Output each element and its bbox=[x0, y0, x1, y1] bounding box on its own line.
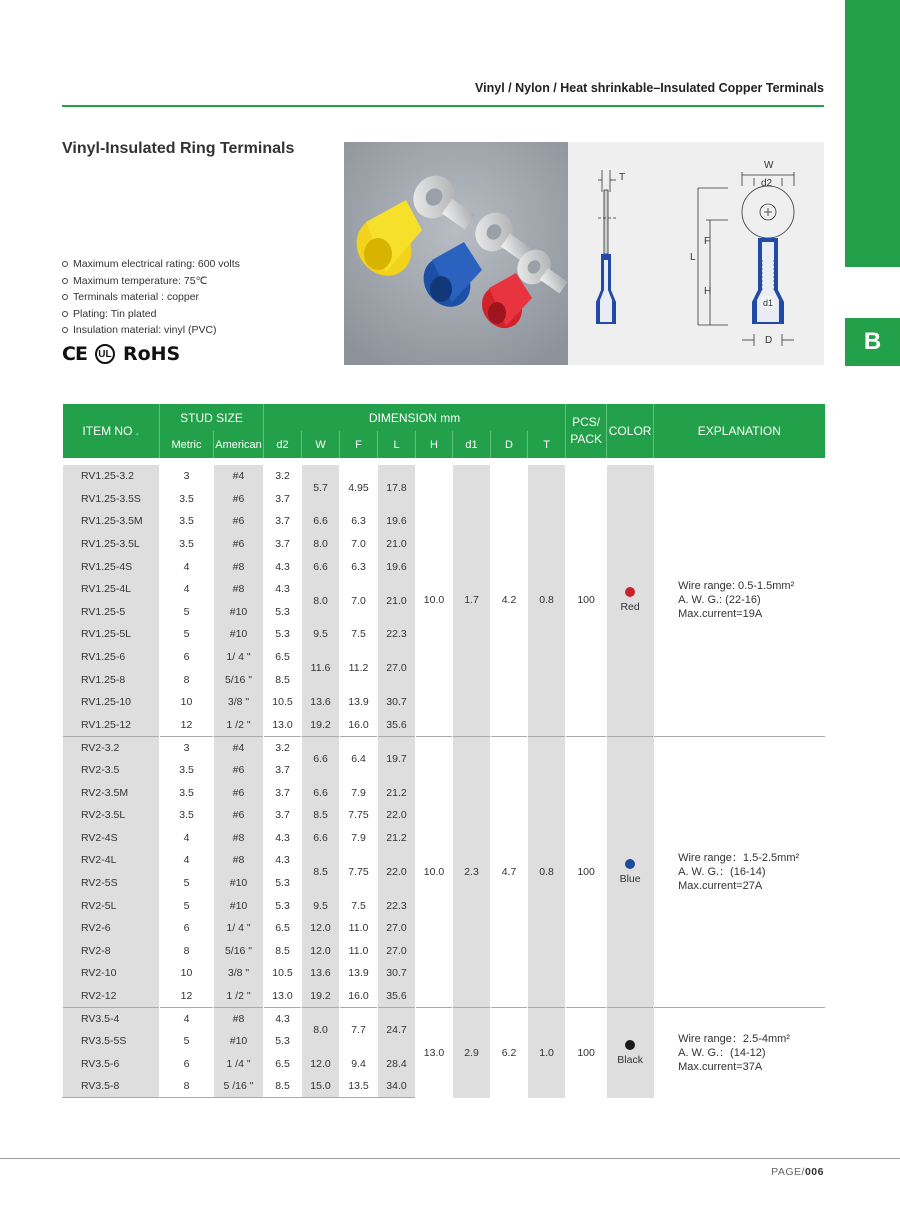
color-dot-icon bbox=[625, 1040, 635, 1050]
cell-item-no: RV1.25-12 bbox=[63, 714, 160, 737]
bullet-icon bbox=[62, 261, 68, 267]
col-metric: Metric bbox=[160, 431, 214, 458]
dim-label-d1: d1 bbox=[763, 298, 774, 308]
cell-w: 6.6 bbox=[302, 736, 340, 781]
cell-d2: 8.5 bbox=[264, 1075, 302, 1098]
cell-american: #4 bbox=[214, 736, 264, 759]
cell-metric: 12 bbox=[160, 714, 214, 737]
cell-american: #6 bbox=[214, 781, 264, 804]
cell-d2: 3.7 bbox=[264, 510, 302, 533]
cell-metric: 6 bbox=[160, 1052, 214, 1075]
cell-w: 9.5 bbox=[302, 623, 340, 646]
cell-l: 22.0 bbox=[378, 804, 416, 827]
cell-f: 7.5 bbox=[340, 894, 378, 917]
cell-item-no: RV2-8 bbox=[63, 939, 160, 962]
col-t: T bbox=[528, 431, 566, 458]
explanation-line: Max.current=27A bbox=[678, 879, 763, 892]
dim-label-f: F bbox=[704, 236, 711, 247]
col-dimension: DIMENSION mm bbox=[264, 404, 566, 431]
cell-metric: 3.5 bbox=[160, 781, 214, 804]
cell-l: 22.0 bbox=[378, 849, 416, 894]
cell-american: 3/8 " bbox=[214, 691, 264, 714]
feature-item: Maximum electrical rating: 600 volts bbox=[62, 256, 240, 273]
cell-d2: 8.5 bbox=[264, 668, 302, 691]
cell-w: 12.0 bbox=[302, 917, 340, 940]
technical-drawing bbox=[568, 142, 824, 365]
cell-metric: 3.5 bbox=[160, 510, 214, 533]
cell-american: #10 bbox=[214, 1030, 264, 1053]
col-d: D bbox=[491, 431, 528, 458]
cell-d2: 3.7 bbox=[264, 488, 302, 511]
cell-d2: 4.3 bbox=[264, 827, 302, 850]
cell-american: #10 bbox=[214, 872, 264, 895]
cell-metric: 5 bbox=[160, 872, 214, 895]
cell-metric: 3 bbox=[160, 465, 214, 488]
cell-d1: 2.3 bbox=[453, 736, 491, 1007]
explanation-line: A. W. G.：(16-14) bbox=[678, 865, 766, 878]
cell-d2: 3.7 bbox=[264, 781, 302, 804]
cell-f: 11.2 bbox=[340, 646, 378, 691]
cell-f: 9.4 bbox=[340, 1052, 378, 1075]
cell-w: 8.5 bbox=[302, 804, 340, 827]
cell-american: #6 bbox=[214, 488, 264, 511]
ul-mark-icon: UL bbox=[95, 344, 115, 364]
cell-american: #8 bbox=[214, 578, 264, 601]
color-label: Black bbox=[617, 1053, 643, 1066]
catalog-header-title: Vinyl / Nylon / Heat shrinkable–Insulated Copper Terminals bbox=[475, 81, 824, 95]
cell-d1: 1.7 bbox=[453, 465, 491, 736]
page-number: PAGE/006 bbox=[771, 1166, 824, 1178]
footer-divider bbox=[0, 1158, 900, 1159]
cell-item-no: RV2-10 bbox=[63, 962, 160, 985]
cell-d2: 13.0 bbox=[264, 985, 302, 1008]
section-tab[interactable]: B bbox=[845, 318, 900, 366]
cell-w: 8.0 bbox=[302, 1007, 340, 1052]
cell-w: 13.6 bbox=[302, 962, 340, 985]
col-color: COLOR bbox=[607, 404, 654, 458]
cell-american: #6 bbox=[214, 759, 264, 782]
cell-d2: 4.3 bbox=[264, 849, 302, 872]
cell-item-no: RV1.25-10 bbox=[63, 691, 160, 714]
cell-metric: 4 bbox=[160, 849, 214, 872]
cell-f: 13.9 bbox=[340, 962, 378, 985]
cell-w: 11.6 bbox=[302, 646, 340, 691]
cell-f: 16.0 bbox=[340, 985, 378, 1008]
cell-h: 10.0 bbox=[416, 736, 453, 1007]
cell-metric: 4 bbox=[160, 555, 214, 578]
col-d2: d2 bbox=[264, 431, 302, 458]
cell-f: 7.75 bbox=[340, 849, 378, 894]
cell-t: 1.0 bbox=[528, 1007, 566, 1097]
cell-american: 1 /2 " bbox=[214, 985, 264, 1008]
cell-w: 8.0 bbox=[302, 533, 340, 556]
cell-item-no: RV2-3.2 bbox=[63, 736, 160, 759]
cell-color bbox=[607, 465, 654, 736]
cell-l: 22.3 bbox=[378, 623, 416, 646]
cell-d2: 5.3 bbox=[264, 1030, 302, 1053]
cell-w: 19.2 bbox=[302, 985, 340, 1008]
cell-f: 7.0 bbox=[340, 578, 378, 623]
col-item-no: ITEM NO . bbox=[63, 404, 160, 458]
cell-l: 28.4 bbox=[378, 1052, 416, 1075]
cell-l: 22.3 bbox=[378, 894, 416, 917]
certification-marks bbox=[62, 343, 180, 365]
cell-american: 1 /2 " bbox=[214, 714, 264, 737]
cell-metric: 4 bbox=[160, 827, 214, 850]
cell-f: 7.5 bbox=[340, 623, 378, 646]
cell-metric: 10 bbox=[160, 691, 214, 714]
cell-l: 21.0 bbox=[378, 533, 416, 556]
cell-color bbox=[607, 1007, 654, 1097]
cell-l: 19.6 bbox=[378, 555, 416, 578]
cell-l: 21.2 bbox=[378, 827, 416, 850]
cell-metric: 12 bbox=[160, 985, 214, 1008]
cell-item-no: RV2-3.5 bbox=[63, 759, 160, 782]
cell-metric: 3.5 bbox=[160, 759, 214, 782]
dim-label-d2: d2 bbox=[761, 178, 773, 189]
cell-d2: 5.3 bbox=[264, 601, 302, 624]
cell-metric: 3.5 bbox=[160, 488, 214, 511]
col-d1: d1 bbox=[453, 431, 491, 458]
cell-l: 27.0 bbox=[378, 939, 416, 962]
cell-color bbox=[607, 736, 654, 1007]
bullet-icon bbox=[62, 294, 68, 300]
col-w: W bbox=[302, 431, 340, 458]
cell-american: #8 bbox=[214, 1007, 264, 1030]
cell-w: 19.2 bbox=[302, 714, 340, 737]
feature-list bbox=[62, 256, 240, 339]
feature-item: Plating: Tin plated bbox=[62, 306, 240, 323]
cell-d2: 4.3 bbox=[264, 555, 302, 578]
cell-item-no: RV1.25-8 bbox=[63, 668, 160, 691]
cell-w: 8.5 bbox=[302, 849, 340, 894]
cell-l: 27.0 bbox=[378, 917, 416, 940]
cell-american: #8 bbox=[214, 849, 264, 872]
cell-pcs: 100 bbox=[566, 1007, 607, 1097]
cell-l: 24.7 bbox=[378, 1007, 416, 1052]
cell-explanation bbox=[654, 465, 825, 736]
rohs-mark-icon: RoHS bbox=[122, 343, 181, 365]
cell-l: 34.0 bbox=[378, 1075, 416, 1098]
feature-item: Maximum temperature: 75℃ bbox=[62, 273, 240, 290]
dim-label-h: H bbox=[704, 286, 712, 297]
cell-l: 30.7 bbox=[378, 962, 416, 985]
cell-metric: 6 bbox=[160, 646, 214, 669]
cell-american: #10 bbox=[214, 601, 264, 624]
cell-american: #10 bbox=[214, 894, 264, 917]
bullet-icon bbox=[62, 278, 68, 284]
cell-d2: 3.2 bbox=[264, 465, 302, 488]
col-l: L bbox=[378, 431, 416, 458]
cell-f: 7.9 bbox=[340, 781, 378, 804]
cell-item-no: RV1.25-5 bbox=[63, 601, 160, 624]
product-photo bbox=[344, 142, 568, 365]
cell-item-no: RV2-6 bbox=[63, 917, 160, 940]
cell-american: #6 bbox=[214, 533, 264, 556]
cell-d2: 3.7 bbox=[264, 804, 302, 827]
spec-table-body bbox=[63, 465, 825, 1098]
table-row bbox=[63, 465, 825, 488]
color-dot-icon bbox=[625, 587, 635, 597]
cell-d2: 5.3 bbox=[264, 894, 302, 917]
cell-l: 21.0 bbox=[378, 578, 416, 623]
col-explanation: EXPLANATION bbox=[654, 404, 825, 458]
cell-d2: 3.2 bbox=[264, 736, 302, 759]
cell-item-no: RV3.5-8 bbox=[63, 1075, 160, 1098]
cell-d2: 6.5 bbox=[264, 646, 302, 669]
cell-metric: 3.5 bbox=[160, 804, 214, 827]
explanation-line: A. W. G.：(14-12) bbox=[678, 1046, 766, 1059]
header-divider bbox=[62, 105, 824, 107]
cell-american: 5/16 " bbox=[214, 668, 264, 691]
cell-metric: 3.5 bbox=[160, 533, 214, 556]
bullet-icon bbox=[62, 311, 68, 317]
cell-american: 1/ 4 " bbox=[214, 646, 264, 669]
cell-d2: 5.3 bbox=[264, 623, 302, 646]
col-pcs-pack: PCS/ PACK bbox=[566, 404, 607, 458]
cell-f: 6.3 bbox=[340, 555, 378, 578]
cell-d: 4.7 bbox=[491, 736, 528, 1007]
table-row bbox=[63, 736, 825, 759]
cell-item-no: RV2-3.5M bbox=[63, 781, 160, 804]
cell-d2: 3.7 bbox=[264, 533, 302, 556]
cell-american: #6 bbox=[214, 804, 264, 827]
dim-label-t: T bbox=[619, 172, 626, 183]
cell-d1: 2.9 bbox=[453, 1007, 491, 1097]
cell-f: 13.9 bbox=[340, 691, 378, 714]
cell-metric: 4 bbox=[160, 1007, 214, 1030]
cell-item-no: RV2-4S bbox=[63, 827, 160, 850]
cell-l: 35.6 bbox=[378, 985, 416, 1008]
cell-item-no: RV1.25-3.5S bbox=[63, 488, 160, 511]
cell-american: #8 bbox=[214, 827, 264, 850]
cell-explanation bbox=[654, 1007, 825, 1097]
cell-american: #8 bbox=[214, 555, 264, 578]
explanation-line: Wire range：1.5-2.5mm² bbox=[678, 851, 800, 864]
cell-f: 11.0 bbox=[340, 939, 378, 962]
cell-w: 8.0 bbox=[302, 578, 340, 623]
cell-w: 5.7 bbox=[302, 465, 340, 510]
cell-l: 35.6 bbox=[378, 714, 416, 737]
cell-metric: 10 bbox=[160, 962, 214, 985]
color-label: Red bbox=[620, 601, 640, 614]
cell-w: 6.6 bbox=[302, 510, 340, 533]
cell-w: 13.6 bbox=[302, 691, 340, 714]
cell-h: 13.0 bbox=[416, 1007, 453, 1097]
cell-w: 12.0 bbox=[302, 939, 340, 962]
cell-american: 5/16 " bbox=[214, 939, 264, 962]
cell-item-no: RV1.25-5L bbox=[63, 623, 160, 646]
cell-t: 0.8 bbox=[528, 465, 566, 736]
cell-metric: 3 bbox=[160, 736, 214, 759]
cell-l: 19.6 bbox=[378, 510, 416, 533]
cell-item-no: RV3.5-4 bbox=[63, 1007, 160, 1030]
cell-l: 30.7 bbox=[378, 691, 416, 714]
explanation-line: Wire range: 0.5-1.5mm² bbox=[678, 580, 795, 593]
cell-d2: 6.5 bbox=[264, 917, 302, 940]
cell-american: 1 /4 " bbox=[214, 1052, 264, 1075]
spec-table bbox=[62, 404, 825, 1098]
cell-d2: 5.3 bbox=[264, 872, 302, 895]
table-row bbox=[63, 1007, 825, 1030]
cell-d: 4.2 bbox=[491, 465, 528, 736]
cell-american: 5 /16 " bbox=[214, 1075, 264, 1098]
cell-item-no: RV1.25-3.5L bbox=[63, 533, 160, 556]
cell-f: 6.4 bbox=[340, 736, 378, 781]
color-label: Blue bbox=[619, 872, 641, 885]
explanation-line: Max.current=19A bbox=[678, 608, 763, 621]
cell-d2: 13.0 bbox=[264, 714, 302, 737]
explanation-line: A. W. G.: (22-16) bbox=[678, 594, 761, 607]
cell-metric: 5 bbox=[160, 894, 214, 917]
cell-metric: 4 bbox=[160, 578, 214, 601]
cell-d: 6.2 bbox=[491, 1007, 528, 1097]
feature-item: Terminals material : copper bbox=[62, 289, 240, 306]
cell-pcs: 100 bbox=[566, 465, 607, 736]
cell-f: 4.95 bbox=[340, 465, 378, 510]
explanation-line: Wire range：2.5-4mm² bbox=[678, 1032, 790, 1045]
cell-f: 7.9 bbox=[340, 827, 378, 850]
cell-w: 6.6 bbox=[302, 827, 340, 850]
cell-d2: 8.5 bbox=[264, 939, 302, 962]
cell-metric: 8 bbox=[160, 939, 214, 962]
cell-d2: 10.5 bbox=[264, 691, 302, 714]
page-title: Vinyl-Insulated Ring Terminals bbox=[62, 140, 295, 157]
cell-l: 19.7 bbox=[378, 736, 416, 781]
cell-item-no: RV1.25-3.2 bbox=[63, 465, 160, 488]
cell-d2: 4.3 bbox=[264, 1007, 302, 1030]
dim-label-d: D bbox=[765, 335, 773, 346]
col-f: F bbox=[340, 431, 378, 458]
explanation-line: Max.current=37A bbox=[678, 1060, 763, 1073]
cell-item-no: RV2-5S bbox=[63, 872, 160, 895]
cell-d2: 10.5 bbox=[264, 962, 302, 985]
feature-item: Insulation material: vinyl (PVC) bbox=[62, 322, 240, 339]
cell-american: 3/8 " bbox=[214, 962, 264, 985]
bullet-icon bbox=[62, 327, 68, 333]
cell-explanation bbox=[654, 736, 825, 1007]
cell-d2: 3.7 bbox=[264, 759, 302, 782]
col-american: American bbox=[214, 431, 264, 458]
dim-label-l: L bbox=[690, 252, 696, 263]
cell-w: 9.5 bbox=[302, 894, 340, 917]
ce-mark-icon: CE bbox=[62, 343, 87, 365]
cell-item-no: RV2-3.5L bbox=[63, 804, 160, 827]
cell-w: 6.6 bbox=[302, 781, 340, 804]
cell-item-no: RV3.5-6 bbox=[63, 1052, 160, 1075]
cell-w: 6.6 bbox=[302, 555, 340, 578]
cell-metric: 6 bbox=[160, 917, 214, 940]
cell-w: 15.0 bbox=[302, 1075, 340, 1098]
dim-label-w: W bbox=[764, 160, 774, 171]
cell-w: 12.0 bbox=[302, 1052, 340, 1075]
cell-item-no: RV3.5-5S bbox=[63, 1030, 160, 1053]
col-stud-size: STUD SIZE bbox=[160, 404, 264, 431]
cell-item-no: RV2-4L bbox=[63, 849, 160, 872]
cell-item-no: RV1.25-4S bbox=[63, 555, 160, 578]
cell-d2: 4.3 bbox=[264, 578, 302, 601]
col-h: H bbox=[416, 431, 453, 458]
cell-f: 13.5 bbox=[340, 1075, 378, 1098]
cell-metric: 8 bbox=[160, 1075, 214, 1098]
cell-american: 1/ 4 " bbox=[214, 917, 264, 940]
cell-d2: 6.5 bbox=[264, 1052, 302, 1075]
cell-l: 17.8 bbox=[378, 465, 416, 510]
cell-f: 6.3 bbox=[340, 510, 378, 533]
cell-metric: 5 bbox=[160, 623, 214, 646]
color-dot-icon bbox=[625, 859, 635, 869]
cell-item-no: RV1.25-6 bbox=[63, 646, 160, 669]
cell-american: #10 bbox=[214, 623, 264, 646]
cell-american: #4 bbox=[214, 465, 264, 488]
cell-f: 16.0 bbox=[340, 714, 378, 737]
cell-f: 7.75 bbox=[340, 804, 378, 827]
cell-t: 0.8 bbox=[528, 736, 566, 1007]
cell-l: 27.0 bbox=[378, 646, 416, 691]
cell-item-no: RV1.25-4L bbox=[63, 578, 160, 601]
cell-metric: 8 bbox=[160, 668, 214, 691]
cell-l: 21.2 bbox=[378, 781, 416, 804]
section-color-bar bbox=[845, 0, 900, 267]
cell-pcs: 100 bbox=[566, 736, 607, 1007]
cell-f: 11.0 bbox=[340, 917, 378, 940]
cell-item-no: RV2-12 bbox=[63, 985, 160, 1008]
cell-metric: 5 bbox=[160, 1030, 214, 1053]
cell-f: 7.7 bbox=[340, 1007, 378, 1052]
cell-f: 7.0 bbox=[340, 533, 378, 556]
cell-metric: 5 bbox=[160, 601, 214, 624]
cell-item-no: RV2-5L bbox=[63, 894, 160, 917]
cell-h: 10.0 bbox=[416, 465, 453, 736]
cell-item-no: RV1.25-3.5M bbox=[63, 510, 160, 533]
cell-american: #6 bbox=[214, 510, 264, 533]
